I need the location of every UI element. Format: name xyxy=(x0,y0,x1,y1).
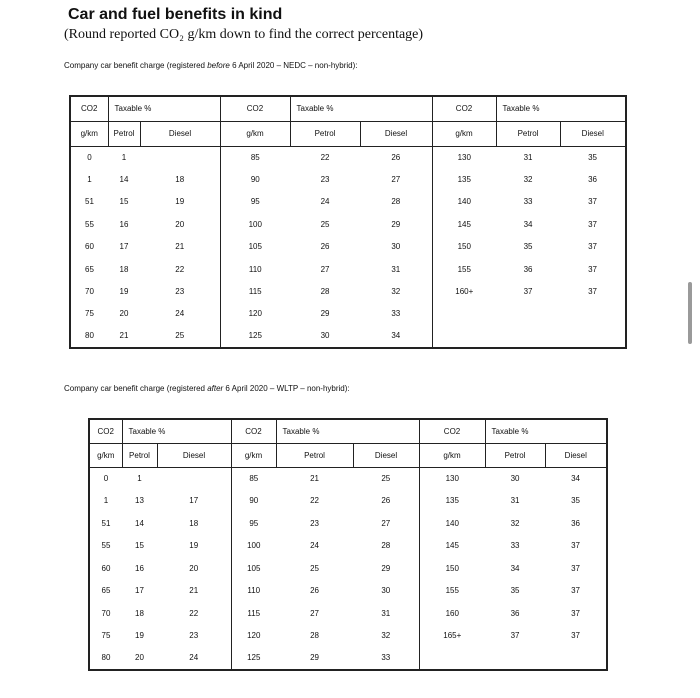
nedc-gkm-header: g/km xyxy=(70,121,108,146)
table-cell: 37 xyxy=(560,280,626,302)
wltp-caption-em: after xyxy=(207,384,224,393)
table-cell: 17 xyxy=(119,242,129,252)
wltp-header-row-1 xyxy=(89,419,607,443)
table-cell: 0 xyxy=(70,146,108,168)
wltp-taxable-header: Taxable % xyxy=(485,419,607,443)
table-cell: 34 xyxy=(523,219,533,229)
table-cell: 37 xyxy=(545,580,607,603)
table-cell: 25 xyxy=(310,563,319,573)
table-row xyxy=(89,467,607,490)
table-cell: 26 xyxy=(360,146,432,168)
table-row xyxy=(89,557,607,580)
table-cell: 35 xyxy=(560,146,626,168)
table-cell xyxy=(419,647,485,670)
table-cell: 30 xyxy=(360,236,432,258)
table-cell: 14 xyxy=(119,175,129,185)
table-cell: 26 xyxy=(320,242,330,252)
table-cell: 135 xyxy=(432,168,496,190)
table-cell: 32 xyxy=(523,175,533,185)
table-cell: 37 xyxy=(545,602,607,625)
table-row xyxy=(89,580,607,603)
table-cell: 29 xyxy=(353,557,419,580)
table-cell: 32 xyxy=(510,518,520,528)
table-cell: 90 xyxy=(220,168,290,190)
table-cell: 19 xyxy=(119,287,129,297)
table-cell: 20 xyxy=(119,309,129,319)
table-cell: 31 xyxy=(360,258,432,280)
table-cell: 37 xyxy=(560,191,626,213)
table-cell: 18 xyxy=(140,168,220,190)
scrollbar-thumb[interactable] xyxy=(688,282,692,344)
table-cell: 22 xyxy=(157,602,231,625)
wltp-taxable-header: Taxable % xyxy=(122,419,231,443)
table-cell: 1 xyxy=(121,152,127,162)
table-cell: 34 xyxy=(510,563,520,573)
nedc-caption-em: before xyxy=(207,61,230,70)
table-cell: 100 xyxy=(231,535,276,558)
nedc-co2-header: CO2 xyxy=(432,96,496,121)
table-row xyxy=(89,647,607,670)
table-row xyxy=(89,535,607,558)
nedc-petrol-header: Petrol xyxy=(108,121,140,146)
table-cell xyxy=(432,303,496,325)
table-cell: 19 xyxy=(135,631,144,641)
table-cell: 20 xyxy=(122,647,157,670)
table-cell: 120 xyxy=(231,625,276,648)
wltp-co2-header: CO2 xyxy=(89,419,122,443)
table-cell: 33 xyxy=(523,197,533,207)
table-cell: 65 xyxy=(70,258,108,280)
table-cell: 125 xyxy=(220,325,290,347)
table-cell: 37 xyxy=(545,557,607,580)
table-cell: 51 xyxy=(70,191,108,213)
wltp-table xyxy=(88,418,608,671)
table-cell: 30 xyxy=(353,580,419,603)
table-cell: 120 xyxy=(220,303,290,325)
table-cell: 21 xyxy=(310,474,319,483)
wltp-diesel-header: Diesel xyxy=(353,443,419,467)
table-cell: 16 xyxy=(135,563,144,573)
table-cell: 37 xyxy=(523,287,533,297)
table-cell: 37 xyxy=(510,631,520,641)
table-cell: 37 xyxy=(545,535,607,558)
table-cell: 33 xyxy=(510,541,520,551)
table-cell: 145 xyxy=(432,213,496,235)
table-cell: 23 xyxy=(320,175,330,185)
table-cell xyxy=(560,303,626,325)
table-cell: 27 xyxy=(310,608,319,618)
table-row xyxy=(89,490,607,513)
table-cell: 24 xyxy=(310,541,319,551)
table-row xyxy=(70,168,626,190)
table-cell: 32 xyxy=(360,280,432,302)
wltp-diesel-header: Diesel xyxy=(157,443,231,467)
document-title: Car and fuel benefits in kind xyxy=(68,6,283,23)
wltp-gkm-header: g/km xyxy=(89,443,122,467)
table-row xyxy=(89,625,607,648)
table-cell: 60 xyxy=(70,236,108,258)
table-cell: 37 xyxy=(560,236,626,258)
table-cell: 37 xyxy=(560,213,626,235)
document-subtitle: (Round reported CO₂ g/km down to find the correct percentage) xyxy=(64,27,424,42)
table-cell: 80 xyxy=(70,325,108,347)
table-cell: 95 xyxy=(231,512,276,535)
wltp-co2-header: CO2 xyxy=(419,419,485,443)
table-cell: 26 xyxy=(310,586,319,596)
table-cell: 140 xyxy=(419,512,485,535)
table-cell: 75 xyxy=(89,625,122,648)
nedc-header-row-2 xyxy=(70,121,626,146)
table-cell: 35 xyxy=(523,242,533,252)
wltp-petrol-header: Petrol xyxy=(122,443,157,467)
table-cell: 135 xyxy=(419,490,485,513)
table-cell: 31 xyxy=(510,496,520,506)
table-cell: 14 xyxy=(135,518,144,528)
table-row xyxy=(70,191,626,213)
table-cell: 145 xyxy=(419,535,485,558)
table-cell: 70 xyxy=(89,602,122,625)
table-cell: 110 xyxy=(231,580,276,603)
table-cell: 13 xyxy=(135,496,144,506)
nedc-header-row-1 xyxy=(70,96,626,121)
table-cell: 35 xyxy=(545,490,607,513)
table-cell: 34 xyxy=(545,467,607,490)
table-row xyxy=(70,258,626,280)
table-cell: 20 xyxy=(140,213,220,235)
table-cell: 160+ xyxy=(432,280,496,302)
table-cell xyxy=(485,647,545,670)
table-cell: 28 xyxy=(353,535,419,558)
table-cell: 1 xyxy=(89,490,122,513)
table-cell: 160 xyxy=(419,602,485,625)
table-cell: 51 xyxy=(89,512,122,535)
table-cell: 22 xyxy=(140,258,220,280)
table-cell: 130 xyxy=(432,146,496,168)
table-cell: 33 xyxy=(353,647,419,670)
table-cell: 36 xyxy=(560,168,626,190)
table-cell: 21 xyxy=(108,325,140,347)
table-cell: 18 xyxy=(157,512,231,535)
table-cell: 23 xyxy=(310,518,319,528)
table-cell: 1 xyxy=(137,474,142,483)
table-cell xyxy=(545,647,607,670)
table-cell: 31 xyxy=(353,602,419,625)
table-cell: 37 xyxy=(545,625,607,648)
table-cell xyxy=(560,325,626,347)
table-cell: 21 xyxy=(157,580,231,603)
table-cell: 34 xyxy=(360,325,432,347)
nedc-taxable-header: Taxable % xyxy=(496,96,626,121)
table-cell: 95 xyxy=(220,191,290,213)
nedc-petrol-header: Petrol xyxy=(290,121,360,146)
table-cell: 25 xyxy=(320,219,330,229)
wltp-co2-header: CO2 xyxy=(231,419,276,443)
nedc-caption-post: 6 April 2020 – NEDC – non-hybrid): xyxy=(229,61,358,70)
table-row xyxy=(70,146,626,168)
table-cell: 22 xyxy=(320,152,330,162)
nedc-taxable-header: Taxable % xyxy=(108,96,220,121)
wltp-caption xyxy=(64,384,350,393)
table-cell: 90 xyxy=(231,490,276,513)
table-cell: 25 xyxy=(353,467,419,490)
table-cell xyxy=(496,303,560,325)
table-cell: 15 xyxy=(135,541,144,551)
nedc-co2-header: CO2 xyxy=(70,96,108,121)
table-cell: 28 xyxy=(320,287,330,297)
wltp-header-row-2 xyxy=(89,443,607,467)
table-cell: 24 xyxy=(140,303,220,325)
table-cell: 33 xyxy=(360,303,432,325)
nedc-caption-pre: Company car benefit charge (registered xyxy=(64,61,208,70)
table-row xyxy=(70,213,626,235)
table-cell: 165+ xyxy=(419,625,485,648)
table-cell: 30 xyxy=(290,325,360,347)
table-cell: 55 xyxy=(70,213,108,235)
table-cell: 115 xyxy=(231,602,276,625)
nedc-co2-header: CO2 xyxy=(220,96,290,121)
table-cell: 24 xyxy=(320,197,330,207)
table-cell: 150 xyxy=(432,236,496,258)
table-cell xyxy=(140,146,220,168)
table-cell: 36 xyxy=(545,512,607,535)
table-cell: 17 xyxy=(157,490,231,513)
table-cell: 36 xyxy=(523,264,533,274)
table-cell: 60 xyxy=(89,557,122,580)
table-cell: 18 xyxy=(119,264,129,274)
table-row xyxy=(70,236,626,258)
nedc-caption xyxy=(64,61,358,70)
table-cell: 19 xyxy=(157,535,231,558)
wltp-petrol-header: Petrol xyxy=(276,443,353,467)
table-cell: 15 xyxy=(119,197,129,207)
table-cell xyxy=(496,325,560,347)
table-cell: 23 xyxy=(140,280,220,302)
table-cell: 28 xyxy=(310,631,319,641)
table-cell: 155 xyxy=(432,258,496,280)
table-cell: 23 xyxy=(157,625,231,648)
table-cell: 155 xyxy=(419,580,485,603)
table-cell: 110 xyxy=(220,258,290,280)
table-cell: 36 xyxy=(510,608,520,618)
wltp-taxable-header: Taxable % xyxy=(276,419,419,443)
table-cell: 80 xyxy=(89,647,122,670)
table-cell: 20 xyxy=(157,557,231,580)
wltp-diesel-header: Diesel xyxy=(545,443,607,467)
table-cell: 28 xyxy=(360,191,432,213)
table-cell: 29 xyxy=(320,309,330,319)
nedc-taxable-header: Taxable % xyxy=(290,96,432,121)
wltp-caption-pre: Company car benefit charge (registered xyxy=(64,384,208,393)
nedc-gkm-header: g/km xyxy=(220,121,290,146)
wltp-petrol-header: Petrol xyxy=(485,443,545,467)
table-cell: 24 xyxy=(157,647,231,670)
table-cell: 27 xyxy=(320,264,330,274)
table-cell: 25 xyxy=(140,325,220,347)
wltp-gkm-header: g/km xyxy=(419,443,485,467)
table-cell: 18 xyxy=(135,608,144,618)
table-cell: 27 xyxy=(353,512,419,535)
table-cell: 75 xyxy=(70,303,108,325)
table-cell: 65 xyxy=(89,580,122,603)
table-cell: 125 xyxy=(231,647,276,670)
table-cell: 85 xyxy=(231,467,276,490)
table-cell: 105 xyxy=(220,236,290,258)
table-cell: 17 xyxy=(135,586,144,596)
table-cell: 105 xyxy=(231,557,276,580)
table-cell: 70 xyxy=(70,280,108,302)
nedc-table xyxy=(69,95,627,349)
table-row xyxy=(89,512,607,535)
table-cell: 140 xyxy=(432,191,496,213)
table-cell: 30 xyxy=(510,474,520,483)
table-cell: 29 xyxy=(360,213,432,235)
nedc-petrol-header: Petrol xyxy=(496,121,560,146)
wltp-caption-post: 6 April 2020 – WLTP – non-hybrid): xyxy=(223,384,350,393)
table-cell: 21 xyxy=(140,236,220,258)
table-cell: 26 xyxy=(353,490,419,513)
nedc-diesel-header: Diesel xyxy=(140,121,220,146)
table-cell: 19 xyxy=(140,191,220,213)
table-cell: 37 xyxy=(560,258,626,280)
nedc-gkm-header: g/km xyxy=(432,121,496,146)
table-cell: 16 xyxy=(119,219,129,229)
table-row xyxy=(70,303,626,325)
table-cell: 85 xyxy=(220,146,290,168)
table-cell: 22 xyxy=(310,496,319,506)
table-cell: 115 xyxy=(220,280,290,302)
table-cell: 130 xyxy=(419,467,485,490)
nedc-diesel-header: Diesel xyxy=(360,121,432,146)
table-cell: 100 xyxy=(220,213,290,235)
table-cell: 35 xyxy=(510,586,520,596)
table-row xyxy=(89,602,607,625)
table-row xyxy=(70,325,626,347)
table-cell: 29 xyxy=(276,647,353,670)
table-row xyxy=(70,280,626,302)
table-cell: 27 xyxy=(360,168,432,190)
table-cell xyxy=(432,325,496,347)
table-cell: 31 xyxy=(523,152,533,162)
table-cell: 1 xyxy=(70,168,108,190)
table-cell: 55 xyxy=(89,535,122,558)
table-cell: 0 xyxy=(89,467,122,490)
wltp-gkm-header: g/km xyxy=(231,443,276,467)
nedc-diesel-header: Diesel xyxy=(560,121,626,146)
table-cell xyxy=(157,467,231,490)
table-cell: 32 xyxy=(353,625,419,648)
table-cell: 150 xyxy=(419,557,485,580)
